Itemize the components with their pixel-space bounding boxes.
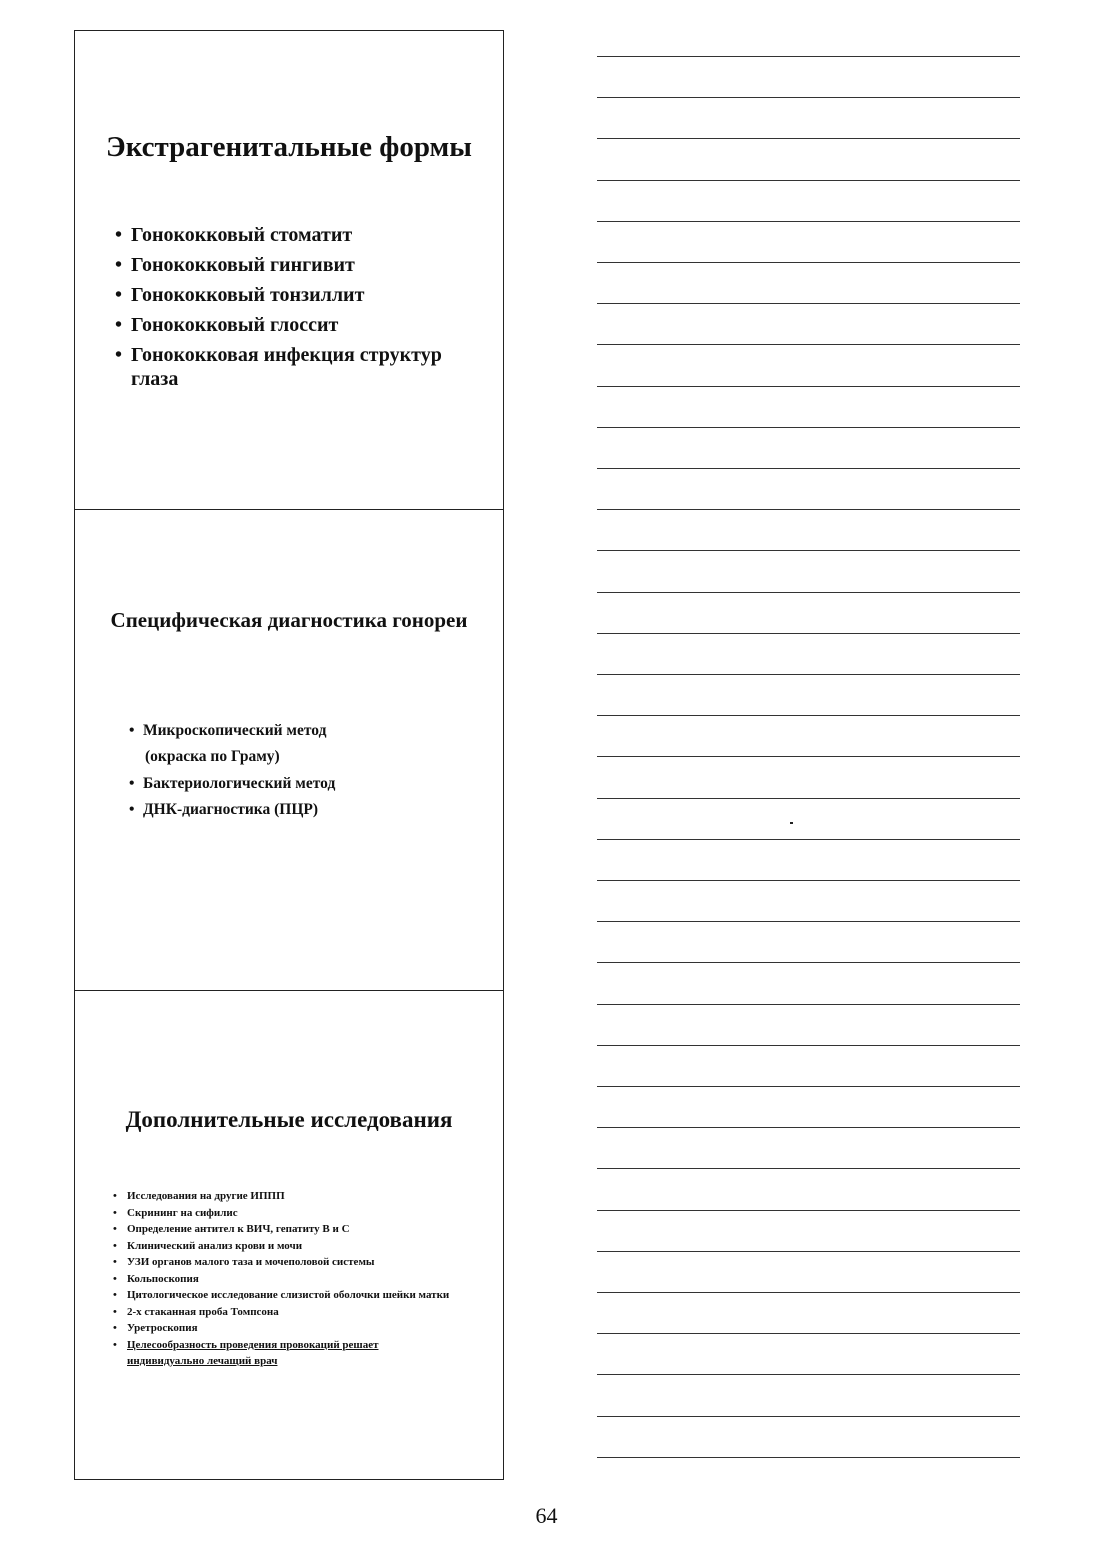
- list-item: • Гонококковый гингивит: [131, 253, 461, 277]
- ruled-line: [597, 1045, 1020, 1046]
- list-item: • Определение антител к ВИЧ, гепатиту В и С: [127, 1221, 457, 1238]
- ruled-line: [597, 1457, 1020, 1458]
- slide-title: Специфическая диагностика гонореи: [110, 608, 468, 632]
- list-item: • Микроскопический метод: [143, 718, 473, 744]
- ruled-line: [597, 798, 1020, 799]
- slide-title: Дополнительные исследования: [125, 1107, 453, 1132]
- ruled-line: [597, 1292, 1020, 1293]
- ruled-line: [597, 262, 1020, 263]
- slides-column: [74, 30, 506, 1480]
- ruled-line: [597, 386, 1020, 387]
- notes-ruled-lines: [597, 0, 1020, 1500]
- ruled-line: [597, 674, 1020, 675]
- ruled-line: [597, 56, 1020, 57]
- list-item: • Гонококковый глоссит: [131, 313, 461, 337]
- list-item: • Исследования на другие ИППП: [127, 1188, 457, 1205]
- ruled-line: [597, 550, 1020, 551]
- list-item: • Кольпоскопия: [127, 1271, 457, 1288]
- ruled-line: [597, 138, 1020, 139]
- ruled-line: [597, 921, 1020, 922]
- ruled-line: [597, 303, 1020, 304]
- ruled-line: [597, 1210, 1020, 1211]
- list-item: • 2-х стаканная проба Томпсона: [127, 1304, 457, 1321]
- ruled-line: [597, 839, 1020, 840]
- slide-title: Экстрагенитальные формы: [106, 131, 472, 163]
- list-item: • Гонококковый тонзиллит: [131, 283, 461, 307]
- ruled-line: [597, 1004, 1020, 1005]
- slide-specific-diagnostics: [74, 509, 504, 992]
- list-item: • Уретроскопия: [127, 1320, 457, 1337]
- ruled-line: [597, 1168, 1020, 1169]
- ruled-line: [597, 880, 1020, 881]
- list-item: • УЗИ органов малого таза и мочеполовой системы: [127, 1254, 457, 1271]
- list-item: • Клинический анализ крови и мочи: [127, 1238, 457, 1255]
- ruled-line: [597, 756, 1020, 757]
- ruled-line: [597, 221, 1020, 222]
- slide-additional-studies: [74, 990, 504, 1480]
- slide-extragenital-forms: [74, 30, 504, 511]
- list-item: • Скрининг на сифилис: [127, 1205, 457, 1222]
- list-item: • Цитологическое исследование слизистой оболочки шейки матки: [127, 1287, 457, 1304]
- bullet-list: [143, 718, 473, 823]
- ruled-line: [597, 1251, 1020, 1252]
- ruled-line: [597, 1086, 1020, 1087]
- ruled-line: [597, 1127, 1020, 1128]
- page-number: 64: [535, 1503, 558, 1528]
- ruled-line: [597, 427, 1020, 428]
- ruled-line: [597, 344, 1020, 345]
- list-item-continuation: (окраска по Граму): [145, 748, 280, 766]
- ruled-line: [597, 962, 1020, 963]
- ruled-line: [597, 468, 1020, 469]
- bullet-list: [127, 1188, 457, 1370]
- ruled-line: [597, 1333, 1020, 1334]
- list-item: • Бактериологический метод: [143, 771, 473, 797]
- list-item: • Гонококковый стоматит: [131, 223, 461, 247]
- ruled-line: [597, 509, 1020, 510]
- ruled-line: [597, 97, 1020, 98]
- list-item-underlined: [127, 1337, 457, 1370]
- list-item: • Гонококковая инфекция структур глаза: [131, 343, 461, 391]
- ruled-line: [597, 180, 1020, 181]
- bullet-list: [131, 223, 461, 397]
- ruled-line: [597, 1416, 1020, 1417]
- ruled-line: [597, 592, 1020, 593]
- ruled-line: [597, 1374, 1020, 1375]
- scan-speck: [790, 822, 793, 824]
- ruled-line: [597, 633, 1020, 634]
- list-item: • ДНК-диагностика (ПЦР): [143, 797, 473, 823]
- underlined-text: Целесообразность проведения провокаций решает индивидуально лечащий врач: [127, 1338, 379, 1367]
- ruled-line: [597, 715, 1020, 716]
